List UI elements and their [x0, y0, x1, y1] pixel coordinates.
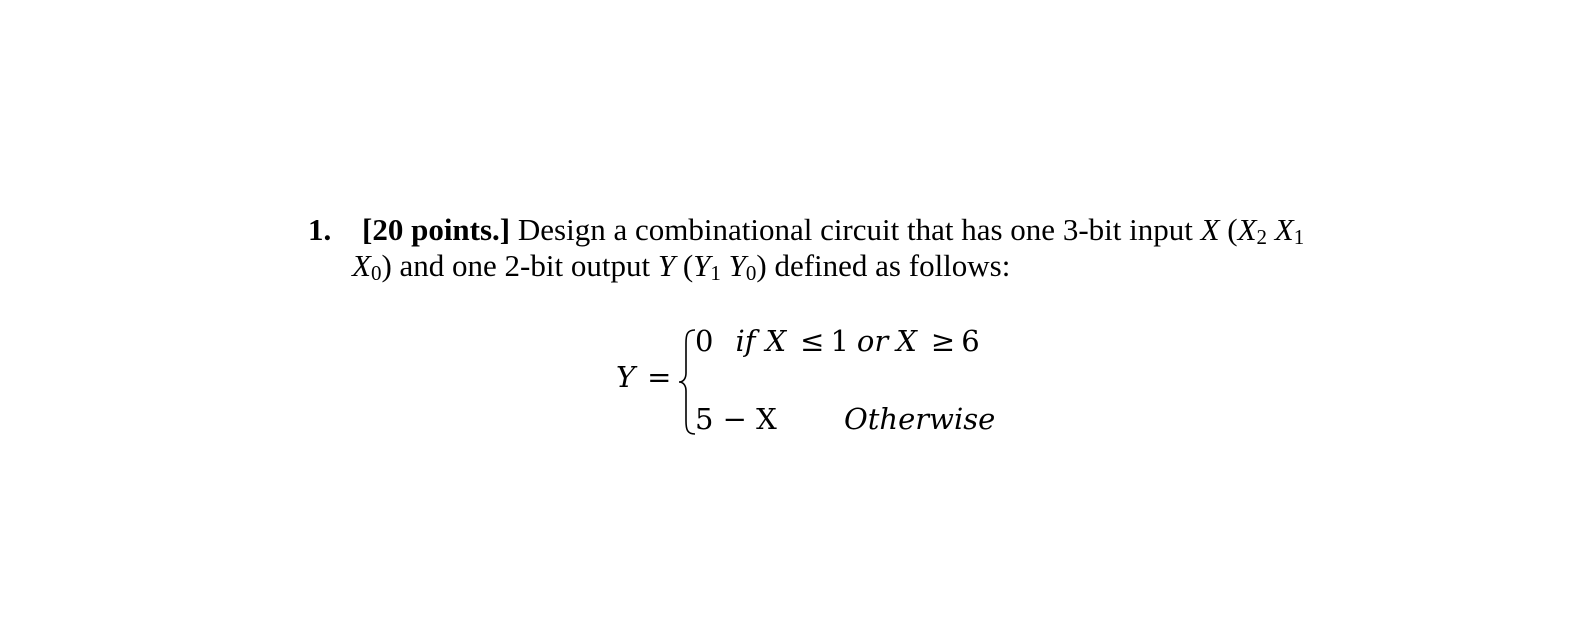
case-2-condition: Otherwise [844, 402, 996, 436]
case-1-var: X [896, 324, 917, 358]
problem-text [1267, 212, 1275, 247]
subscript: 0 [745, 261, 757, 285]
case-2-value: 5 − X [695, 402, 777, 436]
problem-text: ) and one 2-bit output [381, 248, 658, 283]
problem-text: Design a combinational circuit that has one 3-bit input [510, 212, 1201, 247]
lhs-variable: Y [616, 360, 636, 394]
subscript: 1 [710, 261, 721, 285]
case-1 [695, 324, 980, 358]
equals-sign: = [647, 360, 672, 394]
case-1-bound-low: 1 [830, 324, 849, 358]
or-keyword: or [856, 324, 889, 358]
problem-line-1 [308, 212, 1348, 248]
piecewise-equation [612, 318, 1032, 438]
problem-text [721, 248, 729, 283]
case-1-value: 0 [695, 324, 714, 358]
problem-number: 1. [308, 212, 332, 247]
points-label: [20 points.] [362, 212, 511, 247]
var-y0: Y0 [728, 248, 757, 285]
problem-statement [308, 212, 1348, 284]
equation-lhs [616, 360, 671, 394]
var-x0: X0 [352, 248, 382, 285]
problem-text: ( [1219, 212, 1238, 247]
le-symbol: ≤ [800, 324, 825, 358]
var-y: Y [657, 248, 676, 283]
ge-symbol: ≥ [930, 324, 956, 358]
if-keyword: if [735, 324, 756, 358]
var-y1: Y1 [693, 248, 721, 285]
subscript: 1 [1293, 225, 1305, 249]
problem-line-2 [308, 248, 1348, 284]
problem-text: ( [675, 248, 694, 283]
var-x1: X1 [1274, 212, 1305, 249]
case-1-bound-high: 6 [961, 324, 980, 358]
case-1-var: X [765, 324, 787, 358]
var-x2: X2 [1237, 212, 1268, 249]
subscript: 2 [1256, 225, 1268, 249]
problem-text: ) defined as follows: [756, 248, 1011, 283]
var-x: X [1200, 212, 1220, 247]
subscript: 0 [370, 261, 382, 285]
